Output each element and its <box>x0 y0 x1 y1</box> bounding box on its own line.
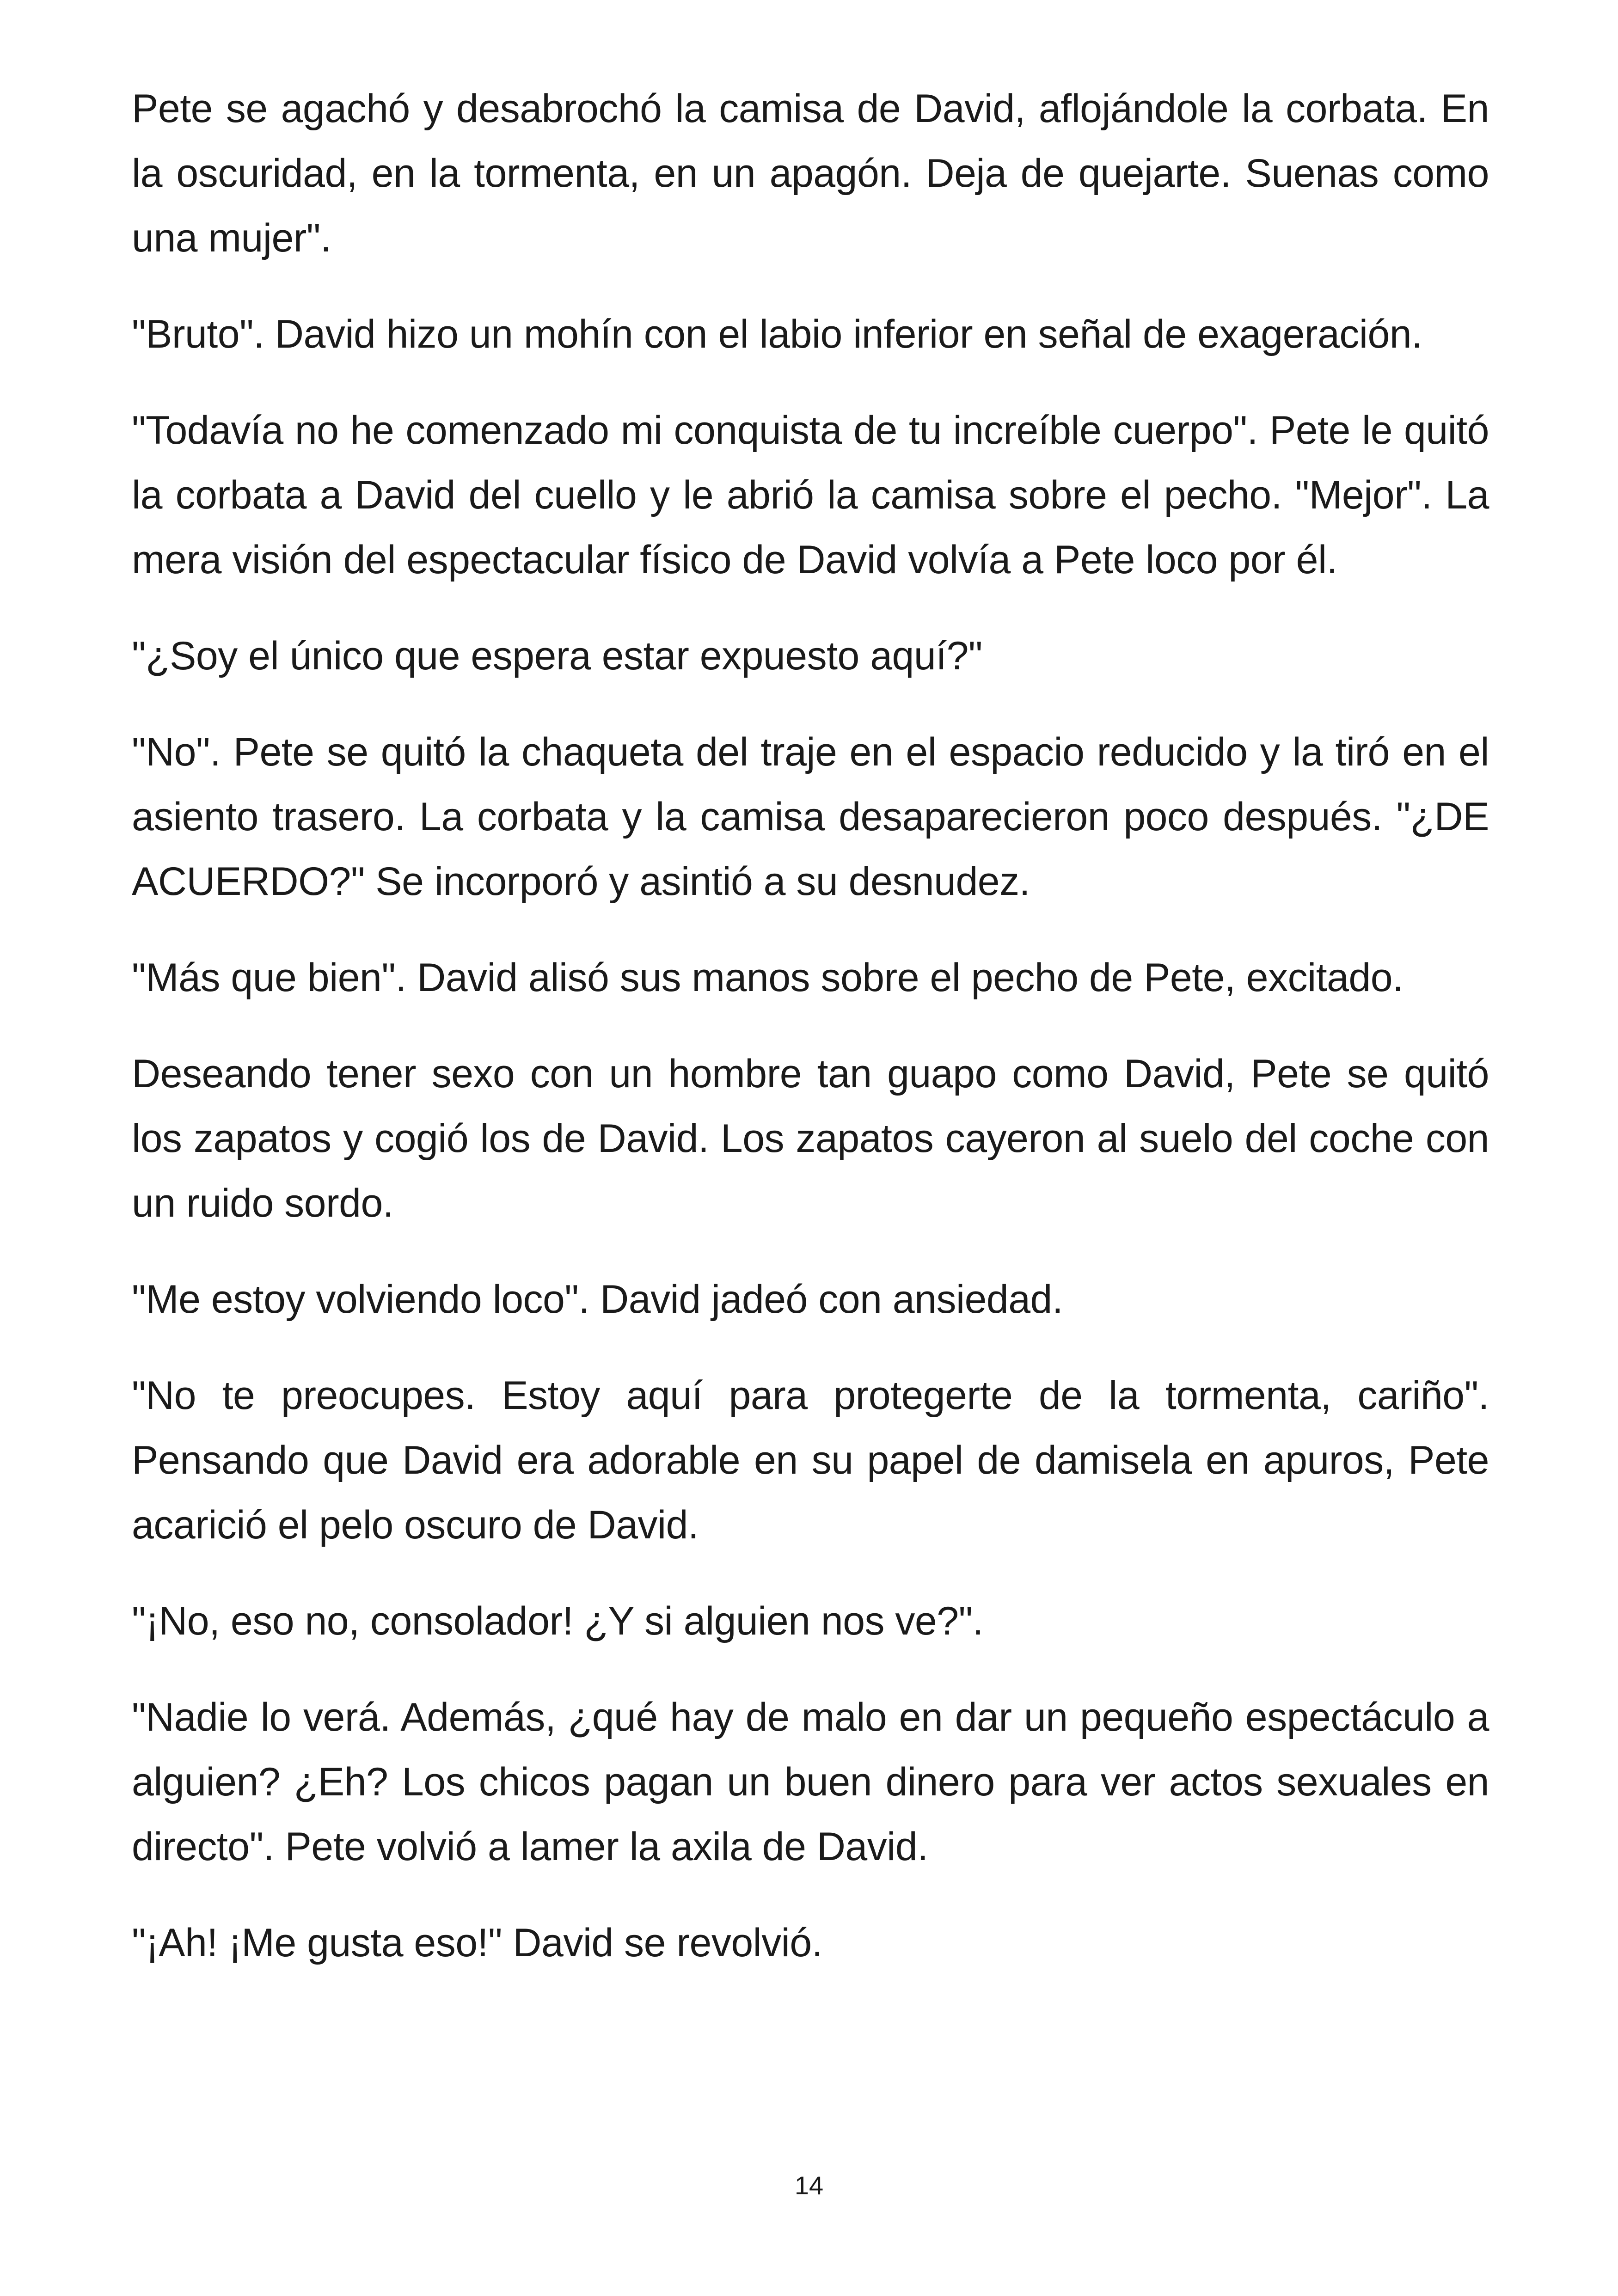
paragraph: "Me estoy volviendo loco". David jadeó con ansiedad. <box>132 1277 1063 1322</box>
paragraph: "¡No, eso no, consolador! ¿Y si alguien nos ve?". <box>132 1599 984 1643</box>
paragraph: "¡Ah! ¡Me gusta eso!" David se revolvió. <box>132 1921 823 1965</box>
page-number: 14 <box>794 2171 824 2200</box>
paragraph: "No te preocupes. Estoy aquí para protegerte de la tormenta, cariño". Pensando que David era adorable en su papel de damisela en apuros, Pete acarició el pelo oscuro de David. <box>132 1373 1489 1547</box>
paragraph: Deseando tener sexo con un hombre tan guapo como David, Pete se quitó los zapatos y cogió los de David. Los zapatos cayeron al suelo del coche con un ruido sordo. <box>132 1052 1489 1225</box>
paragraph: "No". Pete se quitó la chaqueta del traje en el espacio reducido y la tiró en el asiento trasero. La corbata y la camisa desaparecieron poco después. "¿DE ACUERDO?" Se incorporó y asintió a su desnudez. <box>132 730 1489 904</box>
paragraph: "Más que bien". David alisó sus manos sobre el pecho de Pete, excitado. <box>132 955 1403 1000</box>
paragraph: "Nadie lo verá. Además, ¿qué hay de malo en dar un pequeño espectáculo a alguien? ¿Eh? Los chicos pagan un buen dinero para ver actos sexuales en directo". Pete volvió a lamer la axila de David. <box>132 1695 1489 1869</box>
paragraph: "¿Soy el único que espera estar expuesto aquí?" <box>132 634 982 678</box>
paragraph: "Todavía no he comenzado mi conquista de tu increíble cuerpo". Pete le quitó la corbata a David del cuello y le abrió la camisa sobre el pecho. "Mejor". La mera visión del espectacular físico de David volvía a Pete loco por él. <box>132 408 1489 582</box>
paragraph: Pete se agachó y desabrochó la camisa de David, aflojándole la corbata. En la oscuridad, en la tormenta, en un apagón. Deja de quejarte. Suenas como una mujer". <box>132 86 1489 260</box>
body-text <box>132 76 1489 2007</box>
paragraph: "Bruto". David hizo un mohín con el labio inferior en señal de exageración. <box>132 312 1422 356</box>
